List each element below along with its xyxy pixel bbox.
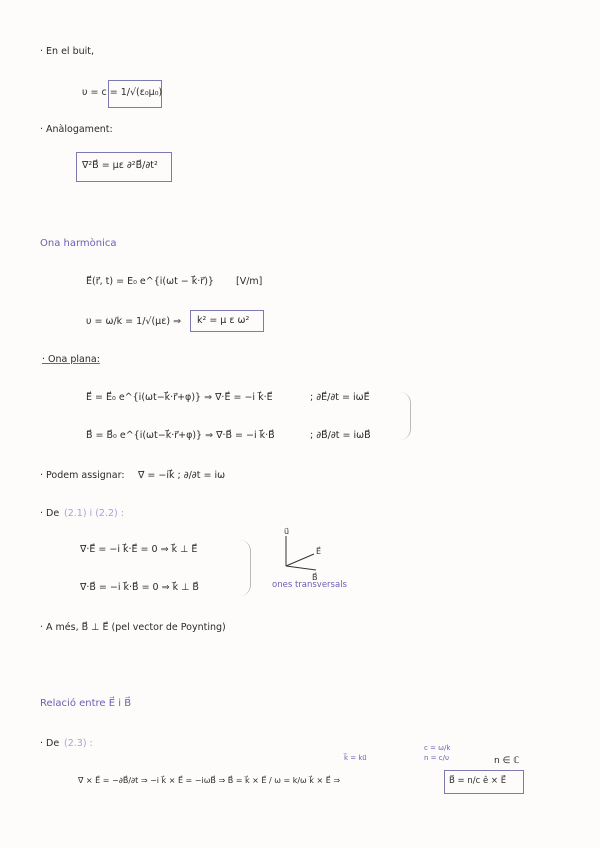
formula-dispersion-relation: k² = μ ε ω²: [197, 315, 250, 326]
axis-e-line: [286, 554, 314, 566]
formula-operator-assignment: ∇⃗ = −ik⃗ ; ∂/∂t = iω: [138, 470, 226, 481]
formula-time-derivative-e: ; ∂E⃗/∂t = iωE⃗: [310, 392, 370, 403]
formula-time-derivative-b: ; ∂B⃗/∂t = iωB⃗: [310, 430, 371, 441]
formula-harmonic-wave: E⃗(r⃗, t) = E₀ e^{i(ωt − k⃗·r⃗)}: [86, 276, 214, 287]
bullet-de-2-3: · De: [40, 738, 60, 749]
annotation-c-equals-omega-over-k: c = ω/k: [424, 744, 451, 752]
formula-plane-wave-e: E⃗ = E⃗₀ e^{i(ωt−k⃗·r⃗+φ)} ⇒ ∇⃗·E⃗ = −i k⃗·E⃗: [86, 392, 273, 403]
bullet-analogament: · Anàlogament:: [40, 124, 113, 135]
axis-e-label: E⃗: [316, 547, 322, 556]
axis-u-label: u⃗: [284, 527, 290, 536]
formula-divergence-b: ∇⃗·B⃗ = −i k⃗·B⃗ = 0 ⇒ k⃗ ⊥ B⃗: [80, 582, 199, 593]
right-brace-transversal: [240, 540, 251, 596]
formula-wave-equation-b: ∇²B⃗ = με ∂²B⃗/∂t²: [82, 160, 158, 171]
equation-refs-2-1-2-2: (2.1) i (2.2) :: [64, 508, 124, 519]
formula-speed-of-light: υ = c = 1/√(ε₀μ₀): [82, 87, 163, 98]
axis-b-label: B⃗: [312, 573, 318, 582]
axes-diagram: [270, 522, 350, 582]
formula-phase-velocity: υ = ω/k = 1/√(με) ⇒: [86, 316, 182, 327]
heading-ona-plana: · Ona plana:: [42, 354, 100, 365]
bullet-en-el-buit: · En el buit,: [40, 46, 95, 57]
bullet-de-refs: · De: [40, 508, 60, 519]
heading-ona-harmonica: Ona harmònica: [40, 238, 117, 249]
annotation-n-equals-c-over-v: n = c/υ: [424, 754, 450, 762]
bullet-podem-assignar: · Podem assignar:: [40, 470, 125, 481]
formula-faraday-derivation: ∇⃗ × E⃗ = −∂B⃗/∂t ⇒ −i k⃗ × E⃗ = −iωB⃗ ⇒ B⃗ = k⃗ × E⃗ / ω = k/ω k⃗ × E⃗ ⇒: [78, 776, 341, 785]
annotation-n-complex: n ∈ ℂ: [494, 756, 520, 766]
right-brace-plane-wave: [400, 392, 411, 440]
formula-b-n-over-c: B⃗ = n/c ê × E⃗: [449, 776, 507, 786]
note-ones-transversals: ones transversals: [272, 580, 347, 590]
equation-ref-2-3: (2.3) :: [64, 738, 93, 749]
unit-v-per-m: [V/m]: [236, 276, 263, 287]
heading-relacio-e-b: Relació entre E⃗ i B⃗: [40, 698, 132, 709]
axis-b-line: [286, 566, 316, 570]
formula-divergence-e: ∇⃗·E⃗ = −i k⃗·E⃗ = 0 ⇒ k⃗ ⊥ E⃗: [80, 544, 198, 555]
bullet-poynting: · A més, B⃗ ⊥ E⃗ (pel vector de Poynting): [40, 622, 226, 633]
formula-plane-wave-b: B⃗ = B⃗₀ e^{i(ωt−k⃗·r⃗+φ)} ⇒ ∇⃗·B⃗ = −i k⃗·B⃗: [86, 430, 275, 441]
annotation-k-equals-ku: k⃗ = ku⃗: [344, 754, 367, 762]
